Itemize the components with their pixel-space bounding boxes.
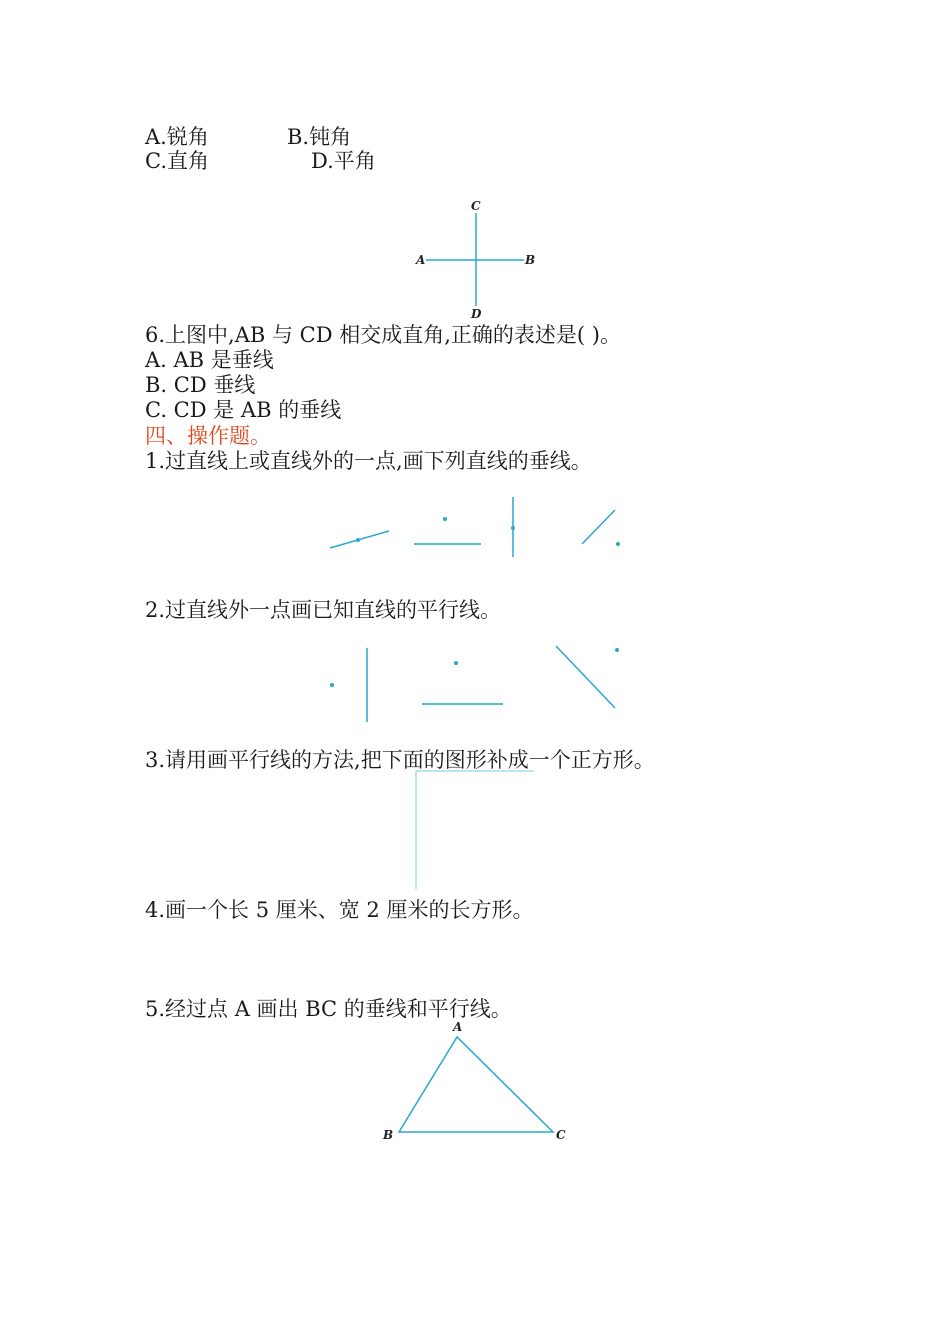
label-triangle-c: C (556, 1128, 566, 1142)
label-triangle-a: A (453, 1020, 463, 1034)
label-c: C (471, 199, 481, 213)
triangle-abc (399, 1037, 553, 1132)
label-triangle-b: B (383, 1128, 394, 1142)
label-d: D (471, 307, 482, 321)
q2-text: 2.过直线外一点画已知直线的平行线。 (145, 598, 502, 622)
q4-text: 4.画一个长 5 厘米、宽 2 厘米的长方形。 (145, 898, 534, 922)
option-d-straight: D.平角 (311, 149, 376, 173)
q5-text: 5.经过点 A 画出 BC 的垂线和平行线。 (145, 997, 512, 1021)
q6-option-a: A. AB 是垂线 (145, 348, 274, 372)
q6-question: 6.上图中,AB 与 CD 相交成直角,正确的表述是( )。 (145, 323, 621, 347)
option-a-acute: A.锐角 (145, 125, 209, 149)
section-title: 四、操作题。 (145, 424, 271, 448)
q3-text: 3.请用画平行线的方法,把下面的图形补成一个正方形。 (145, 748, 655, 772)
q6-option-c: C. CD 是 AB 的垂线 (145, 398, 342, 422)
q1-text: 1.过直线上或直线外的一点,画下列直线的垂线。 (145, 449, 592, 473)
label-a: A (416, 253, 426, 267)
label-b: B (525, 253, 536, 267)
option-b-obtuse: B.钝角 (287, 125, 352, 149)
q6-option-b: B. CD 垂线 (145, 373, 256, 397)
option-c-right: C.直角 (145, 149, 209, 173)
